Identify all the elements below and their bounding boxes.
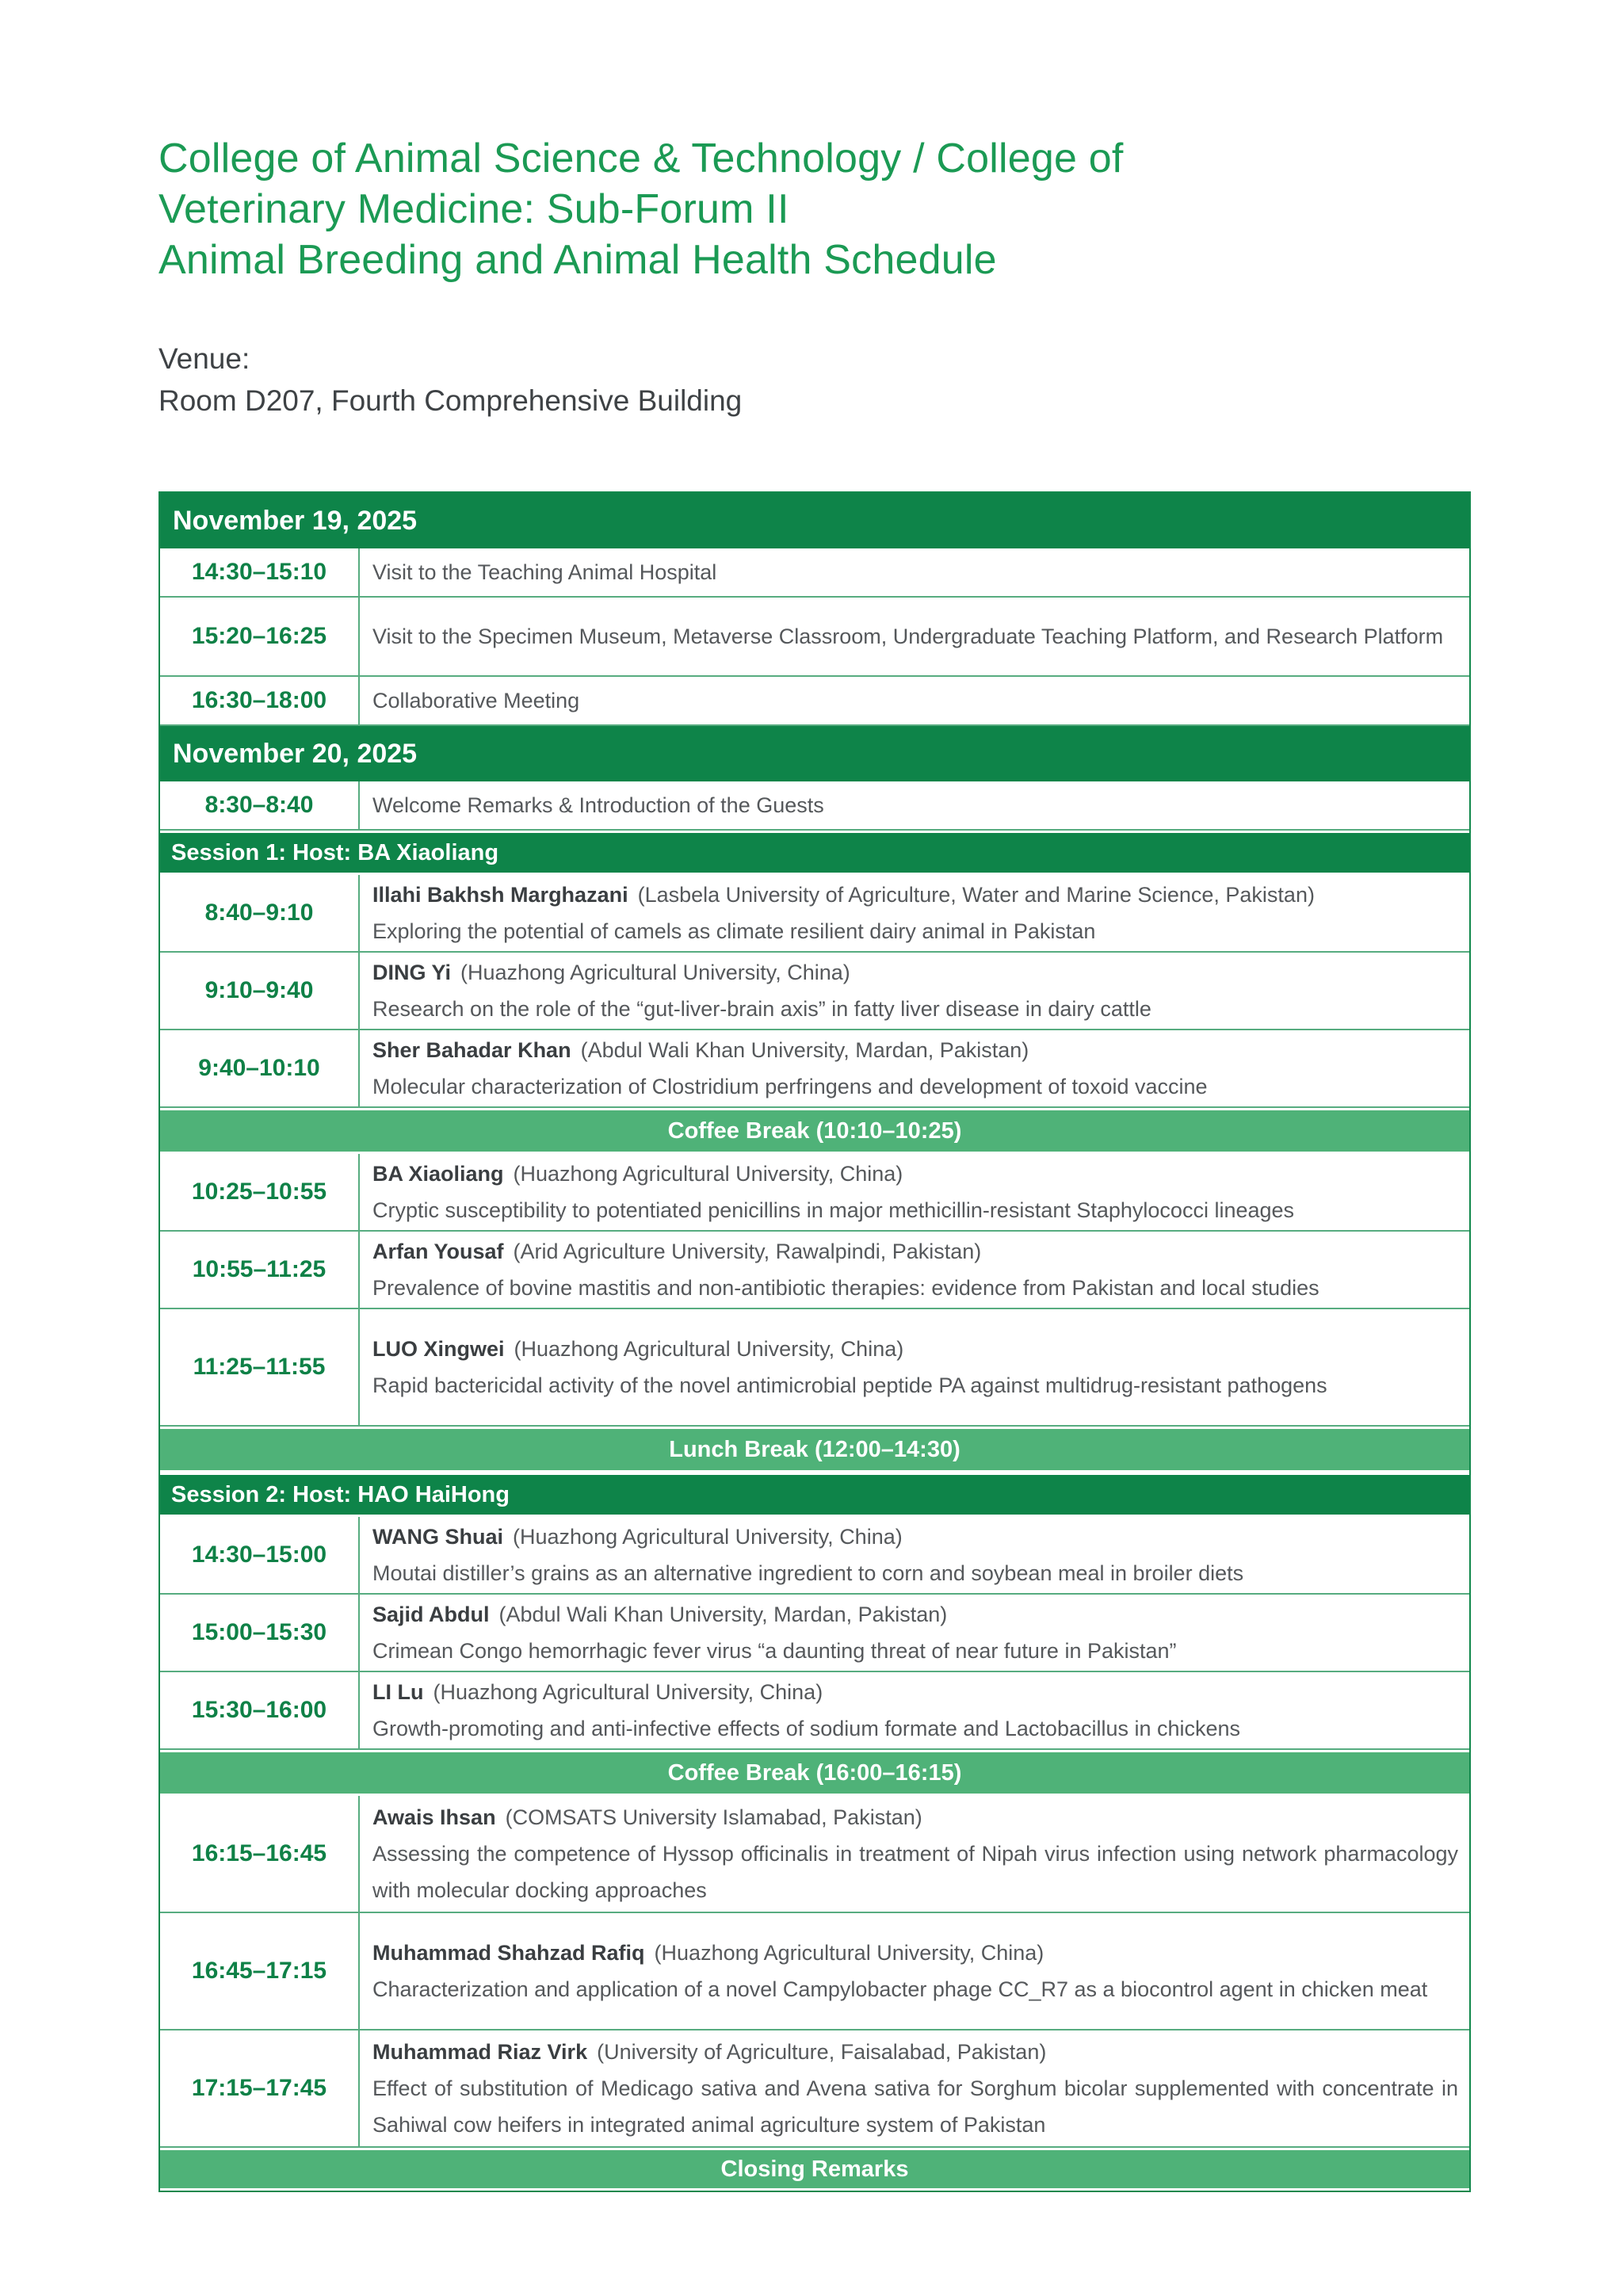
date-header-nov19: November 19, 2025 <box>160 493 1469 548</box>
schedule-row <box>160 2030 1469 2148</box>
time-cell: 10:25–10:55 <box>160 1154 360 1230</box>
speaker-line <box>372 1032 1458 1068</box>
talk-title: Growth-promoting and anti-infective effects of sodium formate and Lactobacillus in chickens <box>372 1717 1241 1740</box>
speaker-affiliation: (University of Agriculture, Faisalabad, Pakistan) <box>597 2040 1047 2064</box>
speaker-name: Awais Ihsan <box>372 1805 496 1829</box>
event-text: Collaborative Meeting <box>372 689 580 712</box>
talk-title: Rapid bactericidal activity of the novel antimicrobial peptide PA against multidrug-resistant pathogens <box>372 1373 1327 1397</box>
schedule-row <box>160 598 1469 677</box>
speaker-name: WANG Shuai <box>372 1525 504 1549</box>
talk-cell <box>360 1913 1469 2029</box>
speaker-affiliation: (Huazhong Agricultural University, China) <box>433 1680 823 1704</box>
speaker-name: Sher Bahadar Khan <box>372 1038 571 1062</box>
closing-remarks-banner: Closing Remarks <box>160 2148 1469 2191</box>
speaker-name: Muhammad Shahzad Rafiq <box>372 1941 645 1965</box>
schedule-row <box>160 953 1469 1030</box>
venue-value: Room D207, Fourth Comprehensive Building <box>158 384 743 417</box>
event-cell <box>360 781 1469 829</box>
time-cell: 15:30–16:00 <box>160 1672 360 1748</box>
schedule-row <box>160 1913 1469 2030</box>
schedule-row <box>160 677 1469 726</box>
schedule-row <box>160 1595 1469 1672</box>
speaker-name: Sajid Abdul <box>372 1603 490 1626</box>
document-title <box>158 133 1471 285</box>
schedule-row <box>160 1030 1469 1108</box>
speaker-line <box>372 1935 1458 1971</box>
speaker-line <box>372 1519 1458 1555</box>
schedule-row <box>160 1517 1469 1595</box>
schedule-row <box>160 548 1469 598</box>
speaker-line <box>372 1596 1458 1633</box>
talk-title: Exploring the potential of camels as climate resilient dairy animal in Pakistan <box>372 919 1096 943</box>
talk-title: Assessing the competence of Hyssop officinalis in treatment of Nipah virus infection using network pharmacology with molecular docking approaches <box>372 1842 1458 1902</box>
time-cell: 16:15–16:45 <box>160 1796 360 1912</box>
event-cell <box>360 598 1469 675</box>
talk-title: Molecular characterization of Clostridium perfringens and development of toxoid vaccine <box>372 1075 1208 1098</box>
speaker-name: LUO Xingwei <box>372 1337 505 1361</box>
speaker-name: BA Xiaoliang <box>372 1162 504 1186</box>
venue-label: Venue: <box>158 342 250 375</box>
time-cell: 14:30–15:00 <box>160 1517 360 1593</box>
venue-block <box>158 338 1471 422</box>
coffee-break-2-banner: Coffee Break (16:00–16:15) <box>160 1750 1469 1796</box>
speaker-affiliation: (Abdul Wali Khan University, Mardan, Pakistan) <box>580 1038 1029 1062</box>
talk-cell <box>360 1309 1469 1425</box>
time-cell: 16:45–17:15 <box>160 1913 360 2029</box>
talk-title: Crimean Congo hemorrhagic fever virus “a daunting threat of near future in Pakistan” <box>372 1639 1177 1663</box>
event-text: Visit to the Teaching Animal Hospital <box>372 560 717 584</box>
time-cell: 14:30–15:10 <box>160 548 360 596</box>
schedule-row <box>160 1154 1469 1232</box>
session2-header: Session 2: Host: HAO HaiHong <box>160 1473 1469 1517</box>
time-cell: 9:40–10:10 <box>160 1030 360 1106</box>
talk-cell <box>360 2030 1469 2146</box>
document-title-line-3: Animal Breeding and Animal Health Schedule <box>158 237 997 283</box>
time-cell: 17:15–17:45 <box>160 2030 360 2146</box>
speaker-affiliation: (Huazhong Agricultural University, China) <box>513 1525 903 1549</box>
speaker-line <box>372 1799 1458 1836</box>
talk-cell <box>360 1595 1469 1671</box>
talk-title: Cryptic susceptibility to potentiated penicillins in major methicillin-resistant Staphylococci lineages <box>372 1198 1295 1222</box>
talk-title: Characterization and application of a novel Campylobacter phage CC_R7 as a biocontrol agent in chicken meat <box>372 1977 1428 2001</box>
speaker-line <box>372 1156 1458 1192</box>
talk-cell <box>360 1030 1469 1106</box>
schedule-row <box>160 875 1469 953</box>
talk-cell <box>360 953 1469 1029</box>
speaker-line <box>372 1674 1458 1710</box>
time-cell: 16:30–18:00 <box>160 677 360 724</box>
schedule-row <box>160 781 1469 831</box>
event-cell <box>360 677 1469 724</box>
talk-title: Moutai distiller’s grains as an alternative ingredient to corn and soybean meal in broiler diets <box>372 1561 1244 1585</box>
talk-cell <box>360 1232 1469 1308</box>
speaker-affiliation: (Lasbela University of Agriculture, Water and Marine Science, Pakistan) <box>637 883 1315 907</box>
session1-header: Session 1: Host: BA Xiaoliang <box>160 831 1469 875</box>
speaker-name: DING Yi <box>372 961 452 984</box>
speaker-affiliation: (Huazhong Agricultural University, China) <box>654 1941 1044 1965</box>
speaker-affiliation: (Abdul Wali Khan University, Mardan, Pakistan) <box>498 1603 948 1626</box>
speaker-affiliation: (COMSATS University Islamabad, Pakistan) <box>505 1805 922 1829</box>
speaker-line <box>372 954 1458 991</box>
speaker-affiliation: (Huazhong Agricultural University, China) <box>513 1162 903 1186</box>
time-cell: 8:30–8:40 <box>160 781 360 829</box>
schedule-row <box>160 1796 1469 1913</box>
schedule-row <box>160 1232 1469 1309</box>
speaker-name: LI Lu <box>372 1680 424 1704</box>
event-text: Visit to the Specimen Museum, Metaverse Classroom, Undergraduate Teaching Platform, and Research Platform <box>372 625 1444 648</box>
date-header-nov20: November 20, 2025 <box>160 726 1469 781</box>
talk-title: Effect of substitution of Medicago sativa and Avena sativa for Sorghum bicolar supplemented with concentrate in Sahiwal cow heifers in integrated animal agriculture system of Pakistan <box>372 2076 1458 2137</box>
time-cell: 9:10–9:40 <box>160 953 360 1029</box>
time-cell: 8:40–9:10 <box>160 875 360 951</box>
schedule-row <box>160 1309 1469 1427</box>
speaker-affiliation: (Arid Agriculture University, Rawalpindi, Pakistan) <box>513 1240 982 1263</box>
speaker-name: Illahi Bakhsh Marghazani <box>372 883 628 907</box>
event-text: Welcome Remarks & Introduction of the Guests <box>372 793 824 817</box>
time-cell: 10:55–11:25 <box>160 1232 360 1308</box>
lunch-break-banner: Lunch Break (12:00–14:30) <box>160 1427 1469 1473</box>
talk-cell <box>360 1154 1469 1230</box>
speaker-line <box>372 1331 1458 1367</box>
speaker-affiliation: (Huazhong Agricultural University, China) <box>514 1337 904 1361</box>
event-cell <box>360 548 1469 596</box>
document-title-line-1: College of Animal Science & Technology / College of <box>158 136 1124 181</box>
time-cell: 11:25–11:55 <box>160 1309 360 1425</box>
speaker-name: Muhammad Riaz Virk <box>372 2040 588 2064</box>
speaker-line <box>372 2034 1458 2070</box>
talk-cell <box>360 1796 1469 1912</box>
speaker-line <box>372 877 1458 913</box>
talk-cell <box>360 1672 1469 1748</box>
time-cell: 15:20–16:25 <box>160 598 360 675</box>
document-content <box>158 133 1471 2192</box>
talk-cell <box>360 1517 1469 1593</box>
document-title-line-2: Veterinary Medicine: Sub-Forum II <box>158 186 789 232</box>
talk-title: Research on the role of the “gut-liver-brain axis” in fatty liver disease in dairy cattle <box>372 997 1151 1021</box>
time-cell: 15:00–15:30 <box>160 1595 360 1671</box>
speaker-name: Arfan Yousaf <box>372 1240 504 1263</box>
speaker-line <box>372 1233 1458 1270</box>
talk-cell <box>360 875 1469 951</box>
schedule-row <box>160 1672 1469 1750</box>
schedule-table <box>158 491 1471 2192</box>
speaker-affiliation: (Huazhong Agricultural University, China) <box>460 961 850 984</box>
talk-title: Prevalence of bovine mastitis and non-antibiotic therapies: evidence from Pakistan and local studies <box>372 1276 1319 1300</box>
coffee-break-1-banner: Coffee Break (10:10–10:25) <box>160 1108 1469 1154</box>
